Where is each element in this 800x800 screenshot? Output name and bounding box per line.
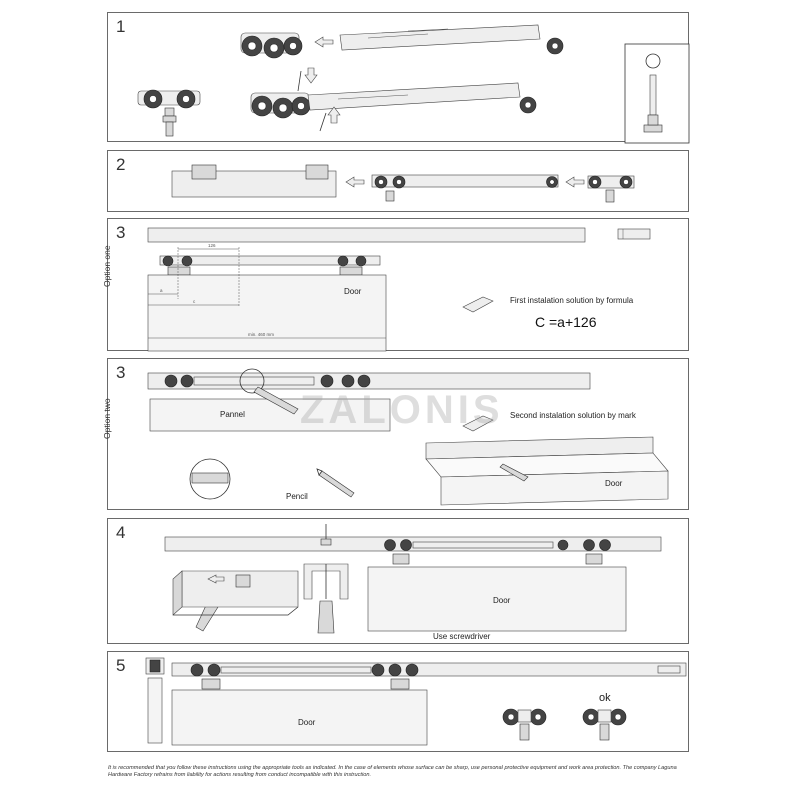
step-number: 1 — [116, 17, 126, 36]
bracket-icon — [463, 297, 493, 312]
soft-close-mechanism-icon — [308, 83, 536, 113]
trolley-icon — [241, 33, 302, 58]
step-number: 4 — [116, 523, 126, 542]
watermark: ZALONIS — [300, 388, 504, 432]
soft-close-mechanism-icon — [340, 25, 563, 54]
detail-circle-icon — [190, 459, 230, 499]
trolley-wrong-icon — [503, 709, 546, 740]
step-3-option-one-panel — [102, 218, 689, 351]
trolley-icon — [251, 93, 310, 118]
door-label: Door — [493, 596, 511, 605]
trolley-icon — [138, 90, 200, 136]
formula: C =a+126 — [535, 314, 597, 330]
step-4-illustration — [108, 519, 690, 645]
door-label: Door — [605, 479, 623, 488]
arrow-left-icon — [315, 37, 333, 47]
door-3d-icon — [426, 437, 668, 505]
disclaimer-text: It is recommended that you follow these instructions using the appropriate tools as indicated. In the case of elements whose surface can be sharp, use personal protective equipment and work area protection. The company Laguna Hardware Factory refrains from liability for actions resulting from conduct incompatible with this instruction. — [108, 765, 677, 778]
step-1-illustration — [108, 13, 690, 143]
step-3-option-two-panel — [102, 358, 689, 510]
option-label: Option one — [102, 245, 112, 287]
door-label: Door — [298, 718, 316, 727]
panel-label: Pannel — [220, 410, 245, 419]
step-number: 5 — [116, 656, 126, 675]
step-2-illustration — [108, 151, 690, 213]
dimension-c: c — [193, 299, 196, 304]
arrow-left-icon — [346, 177, 364, 187]
tool-label: Use screwdriver — [433, 632, 491, 641]
soft-close-mechanism-icon — [372, 175, 558, 201]
step-number: 2 — [116, 155, 126, 174]
step-1-panel — [107, 12, 689, 142]
option-label: Option two — [102, 398, 112, 439]
step-5-panel — [107, 651, 689, 752]
dimension-min: min. 460 mm — [248, 332, 275, 337]
trolley-icon — [588, 176, 634, 202]
step-number: 3 — [116, 363, 126, 382]
door-label: Door — [344, 287, 362, 296]
trolley-ok-icon — [583, 709, 626, 740]
dimension-126: 126 — [208, 243, 216, 248]
ok-label: ok — [599, 692, 611, 704]
rail-cutaway-icon — [173, 571, 298, 615]
pencil-label: Pencil — [286, 492, 308, 501]
step-3-option-two-illustration — [108, 359, 690, 511]
arrow-left-icon — [566, 177, 584, 187]
side-view-icon — [146, 658, 164, 743]
screw-icon — [321, 524, 331, 545]
step-2-panel — [107, 150, 689, 212]
step-4-panel — [107, 518, 689, 644]
step-number: 3 — [116, 223, 126, 242]
solution-label: First instalation solution by formula — [510, 296, 634, 305]
solution-label: Second instalation solution by mark — [510, 411, 636, 420]
dimension-a: a — [160, 288, 163, 293]
bracket-illustration — [108, 219, 690, 352]
rail-icon — [172, 165, 336, 197]
